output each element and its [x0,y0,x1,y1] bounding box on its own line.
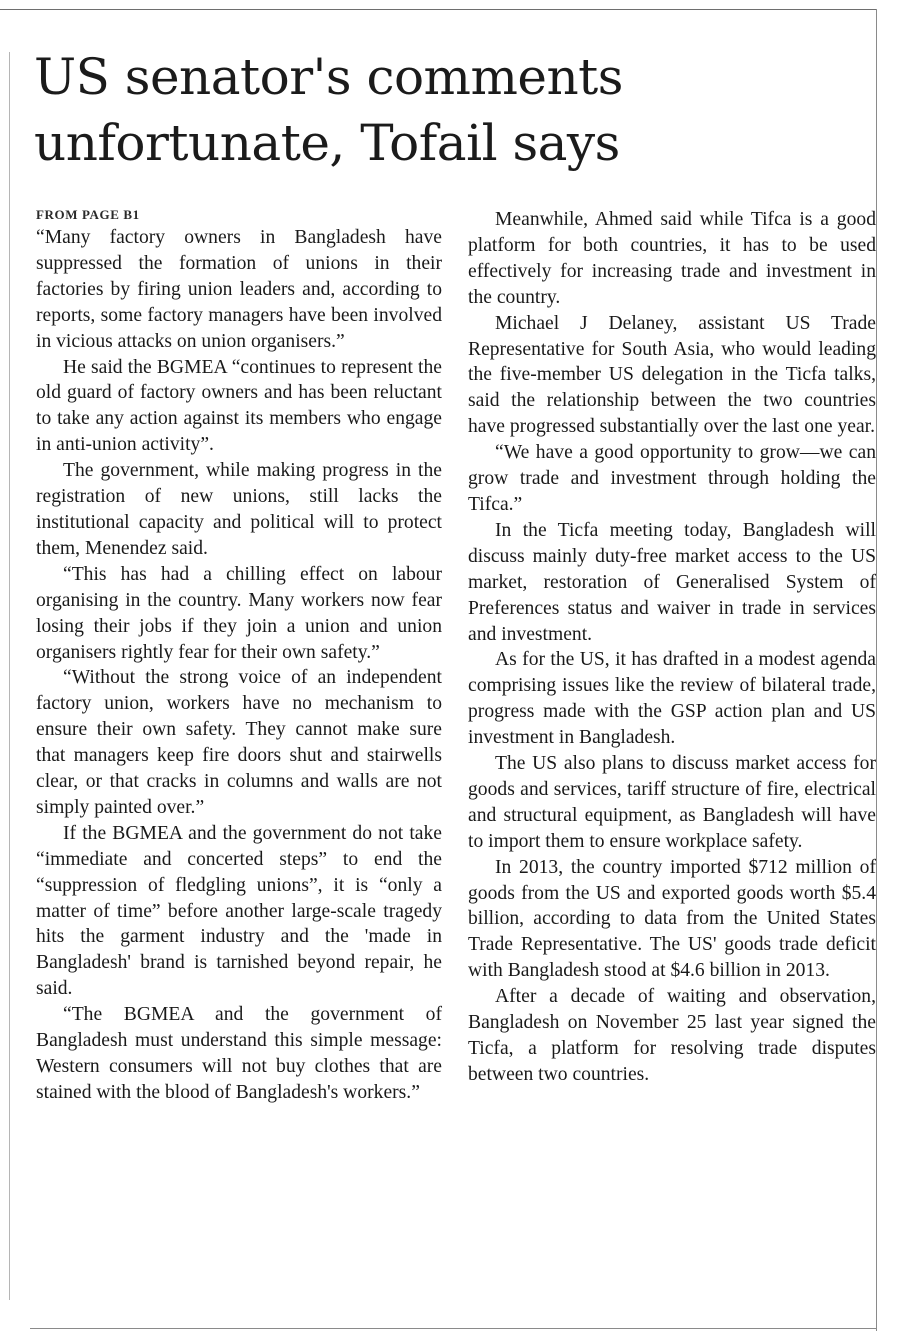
paragraph: Michael J Delaney, assistant US Trade Representative for South Asia, who would leading the five-member US delegation in the Ticfa talks, said the relationship between the two countries have progressed substantially over the last one year. [468,312,876,438]
paragraph: The government, while making progress in the registration of new unions, still lacks the institutional capacity and political will to protect them, Menendez said. [36,460,442,559]
paragraph: In the Ticfa meeting today, Bangladesh will discuss mainly duty-free market access to the US market, restoration of Generalised System of Preferences status and waiver in trade in services and investment. [468,519,876,645]
from-page-kicker: FROM PAGE B1 [36,207,140,222]
paragraph: After a decade of waiting and observation, Bangladesh on November 25 last year signed the Ticfa, a platform for resolving trade disputes between two countries. [468,986,876,1085]
paragraph: “The BGMEA and the government of Bangladesh must understand this simple message: Western consumers will not buy clothes that are stained with the blood of Bangladesh's workers.” [36,1004,442,1103]
paragraph: “This has had a chilling effect on labour organising in the country. Many workers now fear losing their jobs if they join a union and union organisers rightly fear for their own safety.” [36,563,442,663]
paragraph: “Many factory owners in Bangladesh have suppressed the formation of unions in their factories by firing union leaders and, according to reports, some factory managers have been involved in vicious attacks on union organisers.” [36,227,442,352]
paragraph: The US also plans to discuss market access for goods and services, tariff structure of fire, electrical and structural equipment, as Bangladesh will have to import them to ensure workplace safety. [468,753,876,852]
top-border-rule [0,9,876,10]
headline [34,44,864,176]
paragraph: In 2013, the country imported $712 million of goods from the US and exported goods worth $5.4 billion, according to data from the United States Trade Representative. The US' goods trade deficit with Bangladesh stood at $4.6 billion in 2013. [468,856,876,982]
paragraph: “Without the strong voice of an independent factory union, workers have no mechanism to ensure their own safety. They cannot make sure that managers keep fire doors shut and stairwells clear, or that cracks in columns and walls are not simply painted over.” [36,667,442,818]
right-border-rule [876,9,877,1331]
left-column [36,207,442,1106]
paragraph: As for the US, it has drafted in a modest agenda comprising issues like the review of bilateral trade, progress made with the GSP action plan and US investment in Bangladesh. [468,649,876,749]
headline-line-2: unfortunate, Tofail says [34,114,620,172]
headline-line-1: US senator's comments [34,48,623,106]
bottom-border-rule [30,1328,876,1329]
right-column [468,207,876,1088]
paragraph: Meanwhile, Ahmed said while Tifca is a good platform for both countries, it has to be used effectively for increasing trade and investment in the country. [468,209,876,308]
paragraph: “We have a good opportunity to grow—we can grow trade and investment through holding the Tifca.” [468,442,876,515]
paragraph: He said the BGMEA “continues to represent the old guard of factory owners and has been reluctant to take any action against its members who engage in anti-union activity”. [36,356,442,456]
left-border-rule [9,52,10,1300]
paragraph: If the BGMEA and the government do not take “immediate and concerted steps” to end the “suppression of fledgling unions”, it is “only a matter of time” before another large-scale tragedy hits the garment industry and the 'made in Bangladesh' brand is tarnished beyond repair, he said. [36,822,442,1000]
